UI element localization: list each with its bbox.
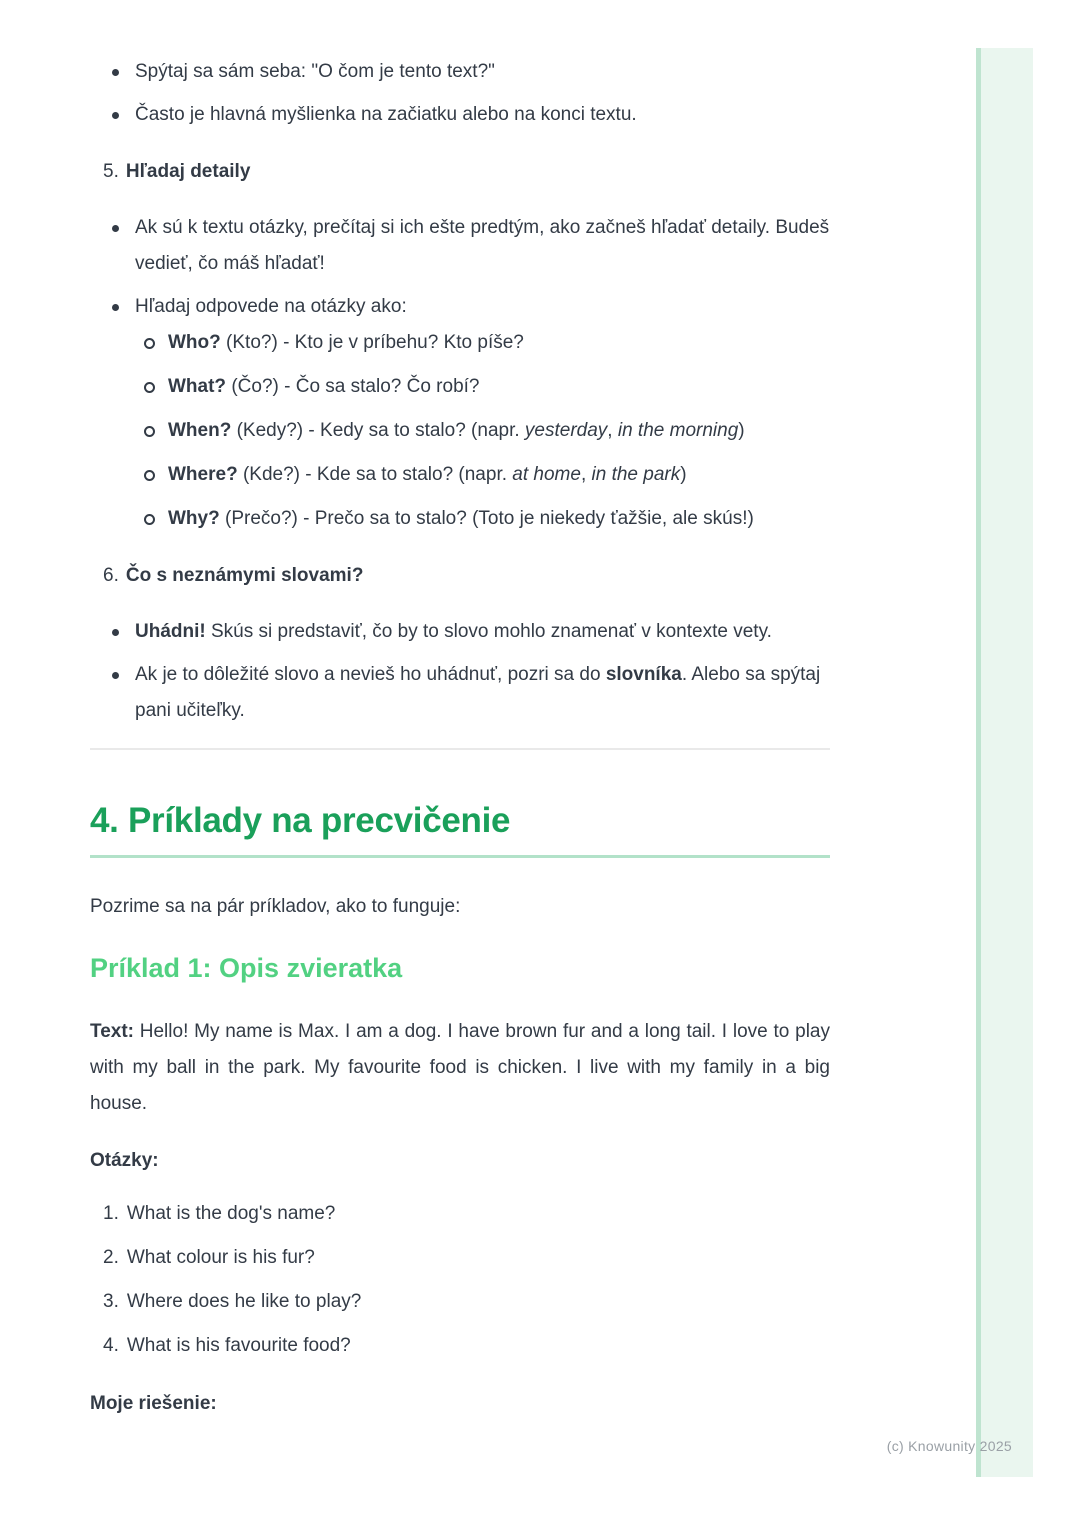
list-item: What? (Čo?) - Čo sa stalo? Čo robí?: [168, 369, 830, 405]
question-text: Where does he like to play?: [126, 1291, 362, 1312]
question-number: 3.: [103, 1291, 119, 1312]
example-1-heading: Príklad 1: Opis zvieratka: [90, 953, 403, 983]
section-5-heading: [103, 154, 830, 190]
list-item: Where? (Kde?) - Kde sa to stalo? (napr. at home, in the park): [168, 457, 830, 493]
list-item: When? (Kedy?) - Kedy sa to stalo? (napr. yesterday, in the morning): [168, 413, 830, 449]
question-item: [103, 1196, 830, 1232]
list-item: Ak sú k textu otázky, prečítaj si ich ešte predtým, ako začneš hľadať detaily. Budeš vedieť, čo máš hľadať!: [135, 210, 830, 282]
list-item: Často je hlavná myšlienka na začiatku alebo na konci textu.: [135, 97, 830, 133]
list-item: Ak je to dôležité slovo a nevieš ho uhádnuť, pozri sa do slovníka. Alebo sa spýtaj pani učiteľky.: [135, 657, 830, 729]
section-intro-text: Pozrime sa na pár príkladov, ako to funguje:: [90, 896, 461, 917]
section-number: 6.: [103, 565, 119, 586]
watermark: (c) Knowunity 2025: [886, 1438, 1012, 1454]
page-title: 4. Príklady na precvičenie: [90, 800, 830, 858]
section-number: 5.: [103, 161, 119, 182]
question-text: What colour is his fur?: [126, 1247, 315, 1268]
section-5-bullet-list: [90, 210, 830, 537]
list-item: [135, 289, 830, 537]
list-item: Spýtaj sa sám seba: "O čom je tento text?": [135, 54, 830, 90]
question-text: What is his favourite food?: [126, 1335, 351, 1356]
question-number: 1.: [103, 1203, 119, 1224]
question-number: 2.: [103, 1247, 119, 1268]
example-1-text: Text: Hello! My name is Max. I am a dog. I have brown fur and a long tail. I love to play with my ball in the park. My favourite food is chicken. I live with my family in a big house.: [90, 1021, 830, 1114]
questions-list: [90, 1196, 830, 1364]
section-title: Čo s neznámymi slovami?: [125, 565, 364, 586]
page-edge-stripe: [976, 48, 1033, 1477]
list-item-text: Hľadaj odpovede na otázky ako:: [135, 296, 407, 317]
section-6-heading: [103, 558, 830, 594]
section-6-bullet-list: [90, 614, 830, 729]
list-item: Why? (Prečo?) - Prečo sa to stalo? (Toto je niekedy ťažšie, ale skús!): [168, 501, 830, 537]
question-text: What is the dog's name?: [126, 1203, 336, 1224]
question-item: [103, 1284, 830, 1320]
list-item: Who? (Kto?) - Kto je v príbehu? Kto píše?: [168, 325, 830, 361]
question-item: [103, 1328, 830, 1364]
list-item: Uhádni! Skús si predstaviť, čo by to slovo mohlo znamenať v kontexte vety.: [135, 614, 830, 650]
section-title: Hľadaj detaily: [125, 161, 251, 182]
intro-bullet-list: [90, 54, 830, 133]
section-divider: [90, 748, 830, 750]
solution-label: Moje riešenie:: [90, 1393, 217, 1414]
question-number: 4.: [103, 1335, 119, 1356]
question-item: [103, 1240, 830, 1276]
questions-label: Otázky:: [90, 1150, 159, 1171]
document-content: [90, 0, 830, 1422]
question-words-list: [135, 325, 830, 537]
